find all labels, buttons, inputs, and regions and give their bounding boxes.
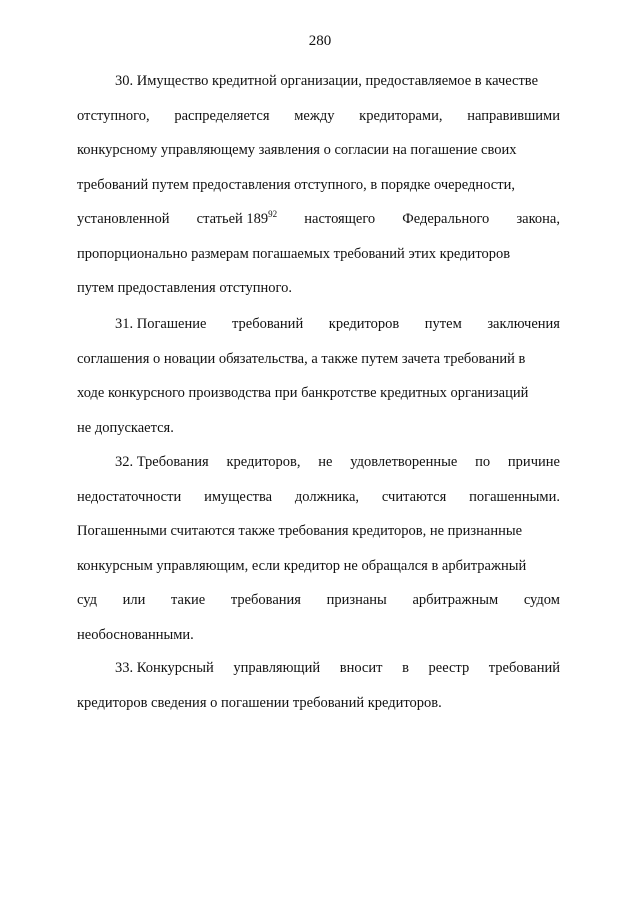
- paragraph-31: [77, 314, 560, 452]
- paragraph-32: [77, 452, 560, 659]
- line: не допускается.: [77, 419, 174, 436]
- line: 30. Имущество кредитной организации, предоставляемое в качестве: [115, 73, 539, 89]
- paragraph-30: [77, 71, 560, 313]
- line: конкурсному управляющему заявления о согласии на погашение своих: [77, 142, 517, 158]
- line: конкурсным управляющим, если кредитор не обращался в арбитражный: [77, 557, 527, 574]
- line: требований путем предоставления отступного, в порядке очередности,: [77, 176, 515, 193]
- line: кредиторов сведения о погашении требований кредиторов.: [77, 694, 442, 711]
- page-number: 280: [308, 33, 332, 49]
- line: 33. Конкурсный управляющий вносит в реестр требований: [115, 660, 560, 676]
- line: пропорционально размерам погашаемых требований этих кредиторов: [77, 245, 511, 262]
- line: установленной статьей $189^{92}$ настоящего Федерального закона,: [77, 209, 560, 227]
- line: недостаточности имущества должника, считаются погашенными.: [77, 488, 560, 505]
- line: ходе конкурсного производства при банкротстве кредитных организаций: [77, 385, 529, 401]
- line: 32. Требования кредиторов, не удовлетворенные по причине: [115, 454, 560, 470]
- line: необоснованными.: [77, 626, 194, 643]
- line: путем предоставления отступного.: [77, 280, 292, 296]
- line: соглашения о новации обязательства, а также путем зачета требований в: [77, 350, 526, 367]
- line: Погашенными считаются также требования кредиторов, не признанные: [77, 523, 523, 539]
- paragraph-33: [77, 658, 560, 727]
- superscript: 92: [268, 209, 278, 219]
- line: отступного, распределяется между кредиторами, направившими: [77, 107, 560, 124]
- line: суд или такие требования признаны арбитражным судом: [77, 592, 560, 608]
- line: 31. Погашение требований кредиторов путем заключения: [115, 316, 560, 332]
